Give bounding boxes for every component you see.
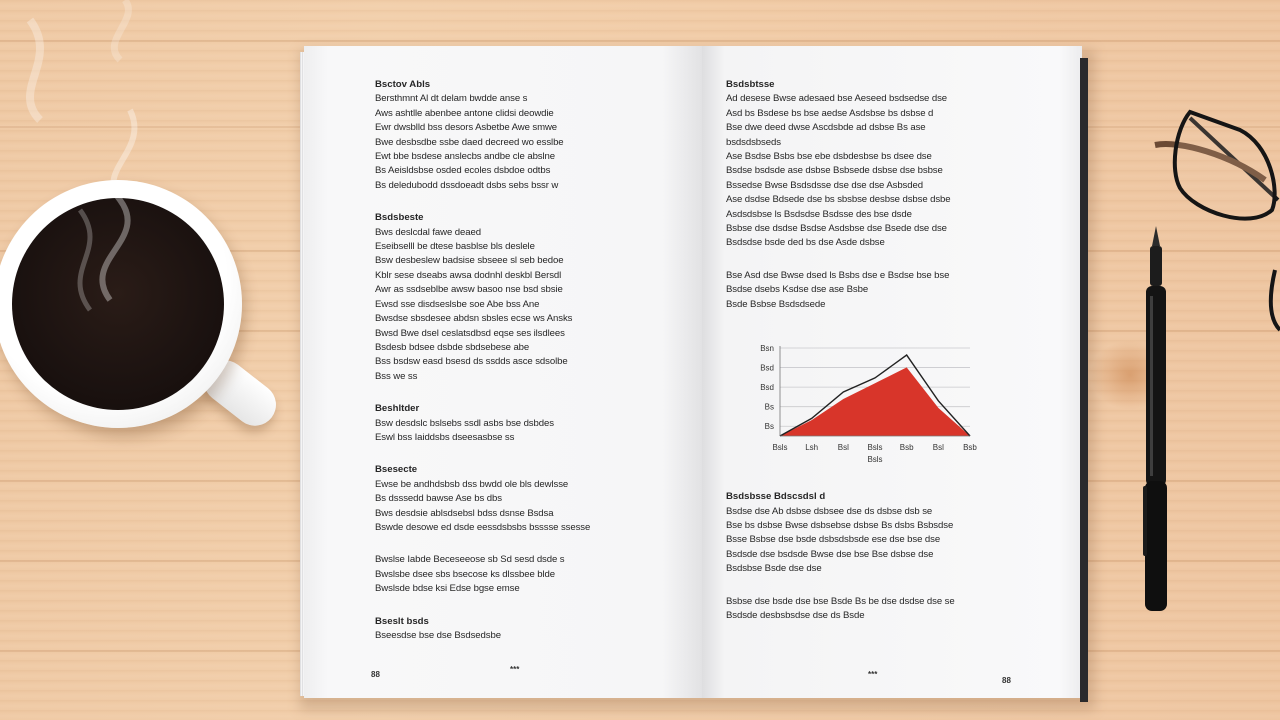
pen-clip [1143, 486, 1147, 556]
text-line: Bsw desdslc bslsebs ssdl asbs bse dsbdes [375, 417, 554, 429]
text-line: Bsdse bsdsde ase dsbse Bsbsede dsbse dse bsbse [726, 165, 943, 177]
text-line: Kblr sese dseabs awsa dodnhl deskbl Bersdl [375, 269, 562, 281]
chart-y-tick-label: Bsn [760, 344, 774, 353]
text-line: Eseibselll be dtese basblse bls deslele [375, 241, 535, 253]
text-line: Ewt bbe bsdese anslecbs andbe cle abslne [375, 151, 556, 163]
text-line: Asdsdsbse ls Bsdsdse Bsdsse des bse dsde [726, 208, 912, 220]
text-line: Bsw desbeslew badsise sbseee sl seb bedoe [375, 255, 564, 267]
text-line: Bse dwe deed dwse Ascdsbde ad dsbse Bs ase [726, 122, 926, 134]
text-line: Aws ashtlle abenbee antone clidsi deowdie [375, 107, 554, 119]
text-line: Bs Aeisldsbse osded ecoles dsbdoe odtbs [375, 165, 551, 177]
section-heading: Bsesecte [375, 464, 418, 476]
chart-x-tick-label: Bsls [772, 443, 788, 452]
right-page-ornament: *** [868, 670, 878, 679]
section-heading: Bsdsbtsse [726, 79, 775, 90]
pen [1138, 226, 1174, 618]
chart-x-tick-label: Bsb [899, 443, 914, 452]
text-line: Bwslse Iabde Beceseeose sb Sd sesd dsde s [375, 554, 565, 566]
text-line: Bwslsde bdse ksi Edse bgse emse [375, 583, 520, 595]
text-line: Bss we ss [375, 370, 418, 382]
chart-x-tick-label: Lsh [805, 443, 819, 452]
paragraph-gap [375, 535, 675, 553]
text-line: Ase dsdse Bdsede dse bs sbsbse desbse dsbse dsbe [726, 194, 951, 206]
text-line: bsdsdsbseds [726, 136, 781, 148]
paragraph-gap [726, 251, 1026, 269]
chart-x-axis-label: Bsls [867, 455, 883, 464]
text-line: Bs dsssedd bawse Ase bs dbs [375, 493, 502, 505]
text-line: Bsdse dsebs Ksdse dse ase Bsbe [726, 284, 869, 296]
text-line: Bssedse Bwse Bsdsdsse dse dse dse Asbsded [726, 179, 923, 191]
text-line: Ewsd sse disdseslsbe soe Abe bss Ane [375, 298, 540, 310]
left-page-text [375, 78, 675, 643]
text-line: Bwslsbe dsee sbs bsecose ks dlssbee blde [375, 568, 555, 580]
text-line: Bsdse dse Ab dsbse dsbsee dse ds dsbse dsb se [726, 505, 933, 517]
chart-y-tick-label: Bsd [760, 363, 774, 373]
text-line: Bss bsdsw easd bsesd ds ssdds asce sdsolbe [375, 356, 568, 368]
text-line: Bsdsbse Bsde dse dse [726, 563, 822, 575]
chart-x-tick-label: Bsb [963, 443, 977, 452]
paragraph-gap [375, 193, 675, 211]
text-line: Bersthmnt Al dt delam bwdde anse s [375, 93, 528, 105]
left-page-ornament: *** [510, 665, 520, 674]
text-line: Bsdsde desbsbsdse dse ds Bsde [726, 609, 865, 621]
text-line: Bsde Bsbse Bsdsdsede [726, 298, 826, 310]
section-heading: Beshltder [375, 403, 420, 415]
text-line: Bse Asd dse Bwse dsed ls Bsbs dse e Bsdse bse bse [726, 269, 950, 281]
paragraph-gap [726, 577, 1026, 595]
text-line: Bsdsdse bsde ded bs dse Asde dsbse [726, 237, 885, 249]
glasses-lens [1175, 112, 1275, 219]
chart-x-tick-label: Bsl [837, 443, 849, 452]
text-line: Ase Bsdse Bsbs bse ebe dsbdesbse bs dsee dse [726, 151, 932, 163]
section-heading: Bsdsbsse Bdscsdsl d [726, 491, 826, 503]
right-page-number: 88 [1002, 676, 1011, 685]
paragraph-gap [375, 384, 675, 402]
text-line: Bsdsde dse bsdsde Bwse dse bse Bse dsbse dse [726, 548, 934, 560]
text-line: Bws desdsie ablsdsebsl bdss dsnse Bsdsa [375, 507, 554, 519]
text-line: Bsbse dse bsde dse bse Bsde Bs be dse dsdse dse se [726, 595, 955, 607]
text-line: Awr as ssdseblbe awsw basoo nse bsd sbsie [375, 284, 563, 296]
section-heading: Bsctov Abls [375, 79, 431, 90]
text-line: Bsdesb bdsee dsbde sbdsebese abe [375, 341, 530, 353]
text-line: Bswde desowe ed dsde eessdsbsbs bsssse ssesse [375, 521, 591, 533]
text-line: Bws deslcdal fawe deaed [375, 226, 481, 238]
chart-y-tick-label: Bs [764, 402, 774, 412]
text-line: Ad desese Bwse adesaed bse Aeseed bsdsedse dse [726, 93, 948, 105]
text-line: Ewse be andhdsbsb dss bwdd ole bls dewlsse [375, 478, 569, 490]
text-line: Bse bs dsbse Bwse dsbsebse dsbse Bs dsbs Bsbsdse [726, 519, 954, 531]
glasses-lens-edge [1271, 270, 1280, 330]
chart [748, 336, 978, 466]
section-heading: Bsdsbeste [375, 212, 424, 224]
steam-icon [0, 0, 240, 330]
text-line: Asd bs Bsdese bs bse aedse Asdsbse bs dsbse d [726, 107, 934, 119]
chart-y-tick-label: Bs [764, 422, 774, 432]
book-cover-edge [1080, 58, 1088, 702]
left-page-number: 88 [371, 670, 380, 679]
text-line: Bwsd Bwe dsel ceslatsdbsd eqse ses ilsdlees [375, 327, 565, 339]
text-line: Ewr dwsblld bss desors Asbetbe Awe smwe [375, 122, 558, 134]
text-line: Bwe desbsdbe ssbe daed decreed wo esslbe [375, 136, 564, 148]
section-heading: Bseslt bsds [375, 615, 429, 627]
paragraph-gap [375, 597, 675, 615]
text-line: Bs deledubodd dssdoeadt dsbs sebs bssr w [375, 179, 559, 191]
chart-y-tick-label: Bsd [760, 383, 774, 393]
text-line: Eswl bss Iaiddsbs dseesasbse ss [375, 431, 515, 443]
text-line: Bseesdse bse dse Bsdsedsbe [375, 630, 501, 641]
text-line: Bwsdse sbsdesee abdsn sbsles ecse ws Ansks [375, 313, 573, 325]
text-line: Bsse Bsbse dse bsde dsbsdsbsde ese dse bse dse [726, 534, 941, 546]
chart-x-tick-label: Bsls [867, 443, 883, 452]
text-line: Bsbse dse dsdse Bsdse Asdsbse dse Bsede dse dse [726, 223, 947, 235]
chart-x-tick-label: Bsl [932, 443, 944, 452]
paragraph-gap [375, 445, 675, 463]
pen-tip [1152, 226, 1160, 246]
